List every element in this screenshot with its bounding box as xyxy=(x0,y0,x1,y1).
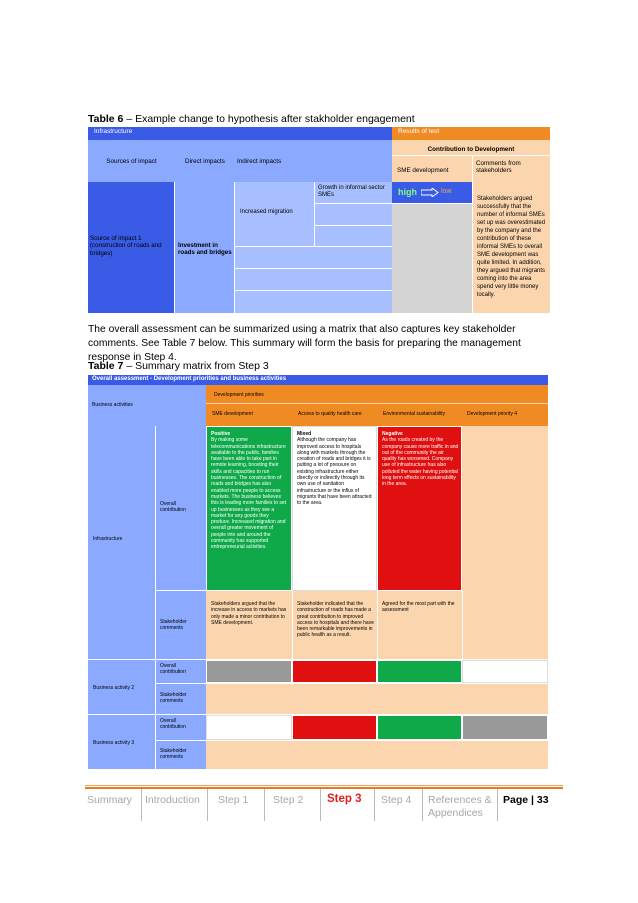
table7-infrastructure: Infrastructure xyxy=(93,536,123,542)
table7-col-priority4: Development priority 4 xyxy=(467,411,518,417)
table7-sh-health: Stakeholder indicated that the construction of roads has made a great contribution to improved access to hospitals and there have been remarkable improvements in public health as a result. xyxy=(297,601,374,639)
footer-link-introduction[interactable]: Introduction xyxy=(145,794,200,806)
table6-source1: Source of impact 1 (construction of roads and bridges) xyxy=(90,235,162,257)
table7-positive: Positive By making some telecommunications infrastructure available to the public, families have been able to take part in remote learning, boosting their skills and capacities to run businesses. The construction of roads and bridges has also enabled more people to access markets. The business believes this is leading more families to set up businesses as they see a market for any goods they produce. Increased migration and overall greater movement of people into and around the community has supported entrepreneurial activities. xyxy=(211,431,287,551)
table7-overall-contribution-ba3: Overall contribution xyxy=(160,718,186,731)
footer-link-step3[interactable]: Step 3 xyxy=(327,793,362,805)
summary-paragraph: The overall assessment can be summarized using a matrix that also captures key stakeholder comments. See Table 7 below. This summary will form the basis for preparing the management response in Step 4. xyxy=(88,324,521,363)
table7-overall-header: Overall assessment - Development priorities and business activities xyxy=(88,375,548,385)
table7-mixed: Mixed Although the company has improved access to hospitals along with markets through the creation of roads and bridges it is putting a lot of pressure on existing infrastructure either directly or indirectly through its own use of sanitation infrastructure or the influx of migrants that have been attracted to the area. xyxy=(297,431,372,507)
table6-col-direct: Direct impacts xyxy=(185,158,225,165)
table6-infra-header: Infrastructure xyxy=(88,127,392,140)
table6-high-label: high xyxy=(398,187,417,197)
table6-col-sme: SME development xyxy=(397,167,449,174)
footer-link-references[interactable]: References & Appendices xyxy=(428,794,492,819)
table7-overall-contribution-infra: Overall contribution xyxy=(160,501,186,514)
footer-link-step2[interactable]: Step 2 xyxy=(273,794,304,806)
table6-stakeholder-comment: Stakeholders argued successfully that the number of informal SMEs set up was overestimated by the company and the contribution of these informal SMEs to overall SME development was quite limited. In addition, they argued that migrants coming into the area spend very little money locally. xyxy=(477,196,546,298)
table7-negative: Negative As the roads created by the company cause more traffic in and out of the community the air quality has worsened. Company use of infrastructure has also polluted the water having potential long term effects on sustainability in the area. xyxy=(382,431,459,488)
page-number: Page | 33 xyxy=(503,794,549,806)
table6-col-sources: Sources of impact xyxy=(106,158,157,165)
table6-col-comments: Comments from stakeholders xyxy=(476,160,521,175)
table7-sh-sme: Stakeholders argued that the increase in access to markets has only made a minor contribution to SME development. xyxy=(211,601,287,626)
table6 xyxy=(88,127,550,313)
table7-caption: Table 7 – Summary matrix from Step 3 xyxy=(88,360,269,372)
footer-link-summary[interactable]: Summary xyxy=(87,794,132,806)
table7-sh-env: Agreed for the most part with the assessment xyxy=(382,601,455,614)
table6-low-label: low xyxy=(441,188,452,195)
table7-stakeholder-comments-ba3: Stakeholder comments xyxy=(160,748,187,761)
footer-link-step1[interactable]: Step 1 xyxy=(218,794,249,806)
table7-col-sme: SME development xyxy=(212,411,253,417)
table6-investment: Investment in roads and bridges xyxy=(178,242,232,257)
table7 xyxy=(88,375,548,769)
table7-stakeholder-comments-ba2: Stakeholder comments xyxy=(160,692,187,705)
table7-business-activity-2: Business activity 2 xyxy=(93,685,135,691)
table7-dev-priorities: Development priorities xyxy=(214,392,264,398)
table7-overall-contribution-ba2: Overall contribution xyxy=(160,663,186,676)
table6-increased-migration: Increased migration xyxy=(240,209,293,215)
footer-link-step4[interactable]: Step 4 xyxy=(381,794,412,806)
table6-results-header: Results of test xyxy=(392,127,550,140)
table6-contrib-header: Contribution to Development xyxy=(427,146,515,153)
footer-nav xyxy=(85,789,563,821)
table6-col-indirect: Indirect impacts xyxy=(237,158,282,165)
table7-stakeholder-comments-infra: Stakeholder comments xyxy=(160,619,187,632)
table7-col-env: Environmental sustainability xyxy=(383,411,445,417)
table6-caption: Table 6 – Example change to hypothesis after stakholder engagement xyxy=(88,113,415,125)
table7-business-activities: Business activities xyxy=(92,402,133,408)
arrow-right-icon xyxy=(421,188,439,197)
table6-growth-informal: Growth in informal sector SMEs xyxy=(318,185,385,199)
table7-business-activity-3: Business activity 3 xyxy=(93,740,135,746)
table7-col-health: Access to quality health care xyxy=(298,411,362,417)
